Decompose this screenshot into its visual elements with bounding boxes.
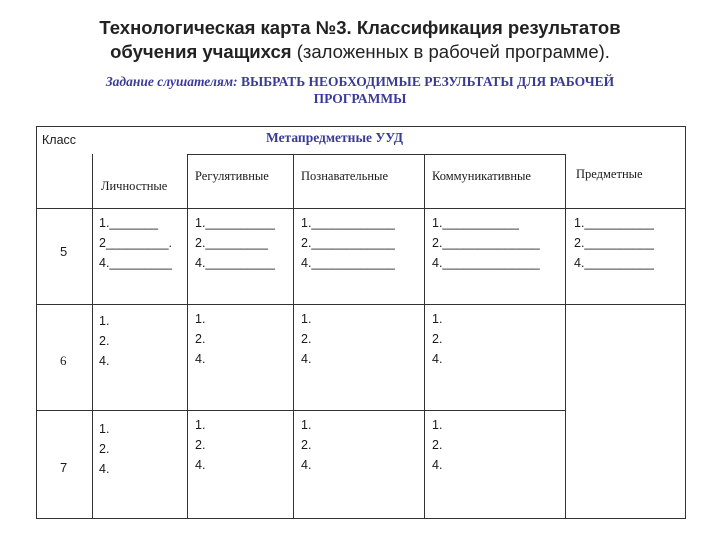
- row5-personal-2: 2_________.: [99, 236, 172, 250]
- row6-personal: [99, 311, 109, 371]
- row7-personal-4: 4.: [99, 462, 110, 476]
- row6-cognitive-1: 1.: [301, 312, 312, 326]
- table-border-top: [36, 126, 686, 127]
- row5-communicative-4: 4.______________: [432, 256, 540, 270]
- row6-personal-1: 1.: [99, 314, 110, 328]
- row7-class: 7: [60, 460, 68, 475]
- row-divider-header: [36, 208, 686, 209]
- row6-cognitive-4: 4.: [301, 352, 312, 366]
- row7-communicative-4: 4.: [432, 458, 443, 472]
- row5-cognitive-4: 4.____________: [301, 256, 395, 270]
- row5-personal-4: 4._________: [99, 256, 172, 270]
- row6-regulative-1: 1.: [195, 312, 206, 326]
- row5-subject: [574, 213, 654, 273]
- row7-communicative-1: 1.: [432, 418, 443, 432]
- header-personal: Личностные: [101, 179, 168, 193]
- row7-personal-2: 2.: [99, 442, 110, 456]
- row7-regulative-4: 4.: [195, 458, 206, 472]
- header-divider: [187, 154, 565, 155]
- row-divider-6: [36, 410, 565, 411]
- row5-personal-1: 1._______: [99, 216, 159, 230]
- task-instruction: [40, 73, 680, 107]
- row5-communicative-2: 2.______________: [432, 236, 540, 250]
- row7-communicative-2: 2.: [432, 438, 443, 452]
- row6-communicative: [432, 309, 442, 369]
- title-line-2: [0, 40, 720, 64]
- row5-subject-1: 1.__________: [574, 216, 654, 230]
- row5-communicative-1: 1.___________: [432, 216, 519, 230]
- title-line-1: Технологическая карта №3. Классификация результатов: [99, 17, 621, 38]
- row7-cognitive: [301, 415, 311, 475]
- row6-communicative-1: 1.: [432, 312, 443, 326]
- row6-regulative-2: 2.: [195, 332, 206, 346]
- row6-class: 6: [60, 353, 67, 368]
- row-divider-5: [36, 304, 686, 305]
- row5-regulative-2: 2._________: [195, 236, 268, 250]
- row5-cognitive-1: 1.____________: [301, 216, 395, 230]
- row5-subject-4: 4.__________: [574, 256, 654, 270]
- row6-regulative: [195, 309, 205, 369]
- row6-communicative-2: 2.: [432, 332, 443, 346]
- row5-subject-2: 2.__________: [574, 236, 654, 250]
- header-subject: Предметные: [576, 167, 643, 181]
- row5-cognitive: [301, 213, 395, 273]
- title-line-2-bold: обучения учащихся: [110, 41, 292, 62]
- row7-regulative: [195, 415, 205, 475]
- row6-personal-4: 4.: [99, 354, 110, 368]
- row5-personal: [99, 213, 172, 273]
- page-title: [0, 16, 720, 64]
- task-lead: Задание слушателям:: [105, 74, 238, 89]
- row5-cognitive-2: 2.____________: [301, 236, 395, 250]
- row6-cognitive: [301, 309, 311, 369]
- task-line-2: ПРОГРАММЫ: [313, 91, 407, 106]
- row6-regulative-4: 4.: [195, 352, 206, 366]
- header-metasubject: Метапредметные УУД: [266, 130, 404, 145]
- row6-personal-2: 2.: [99, 334, 110, 348]
- header-class: Класс: [42, 133, 77, 147]
- row6-communicative-4: 4.: [432, 352, 443, 366]
- row5-regulative: [195, 213, 275, 273]
- header-regulative: Регулятивные: [195, 169, 269, 183]
- row6-cognitive-2: 2.: [301, 332, 312, 346]
- task-line-1: ВЫБРАТЬ НЕОБХОДИМЫЕ РЕЗУЛЬТАТЫ ДЛЯ РАБОЧЕЙ: [237, 74, 615, 89]
- row7-regulative-2: 2.: [195, 438, 206, 452]
- table-border-right: [685, 126, 686, 519]
- row7-communicative: [432, 415, 442, 475]
- table-border-left: [36, 126, 37, 519]
- row5-class: 5: [60, 244, 68, 259]
- row7-cognitive-1: 1.: [301, 418, 312, 432]
- row5-regulative-4: 4.__________: [195, 256, 275, 270]
- row5-regulative-1: 1.__________: [195, 216, 275, 230]
- header-communicative: Коммуникативные: [432, 169, 531, 183]
- row7-cognitive-2: 2.: [301, 438, 312, 452]
- table-border-bottom: [36, 518, 686, 519]
- row7-personal: [99, 419, 109, 479]
- header-cognitive: Познавательные: [301, 169, 388, 183]
- row7-personal-1: 1.: [99, 422, 110, 436]
- row5-communicative: [432, 213, 540, 273]
- row7-cognitive-4: 4.: [301, 458, 312, 472]
- title-line-2-normal: (заложенных в рабочей программе).: [291, 41, 610, 62]
- row7-regulative-1: 1.: [195, 418, 206, 432]
